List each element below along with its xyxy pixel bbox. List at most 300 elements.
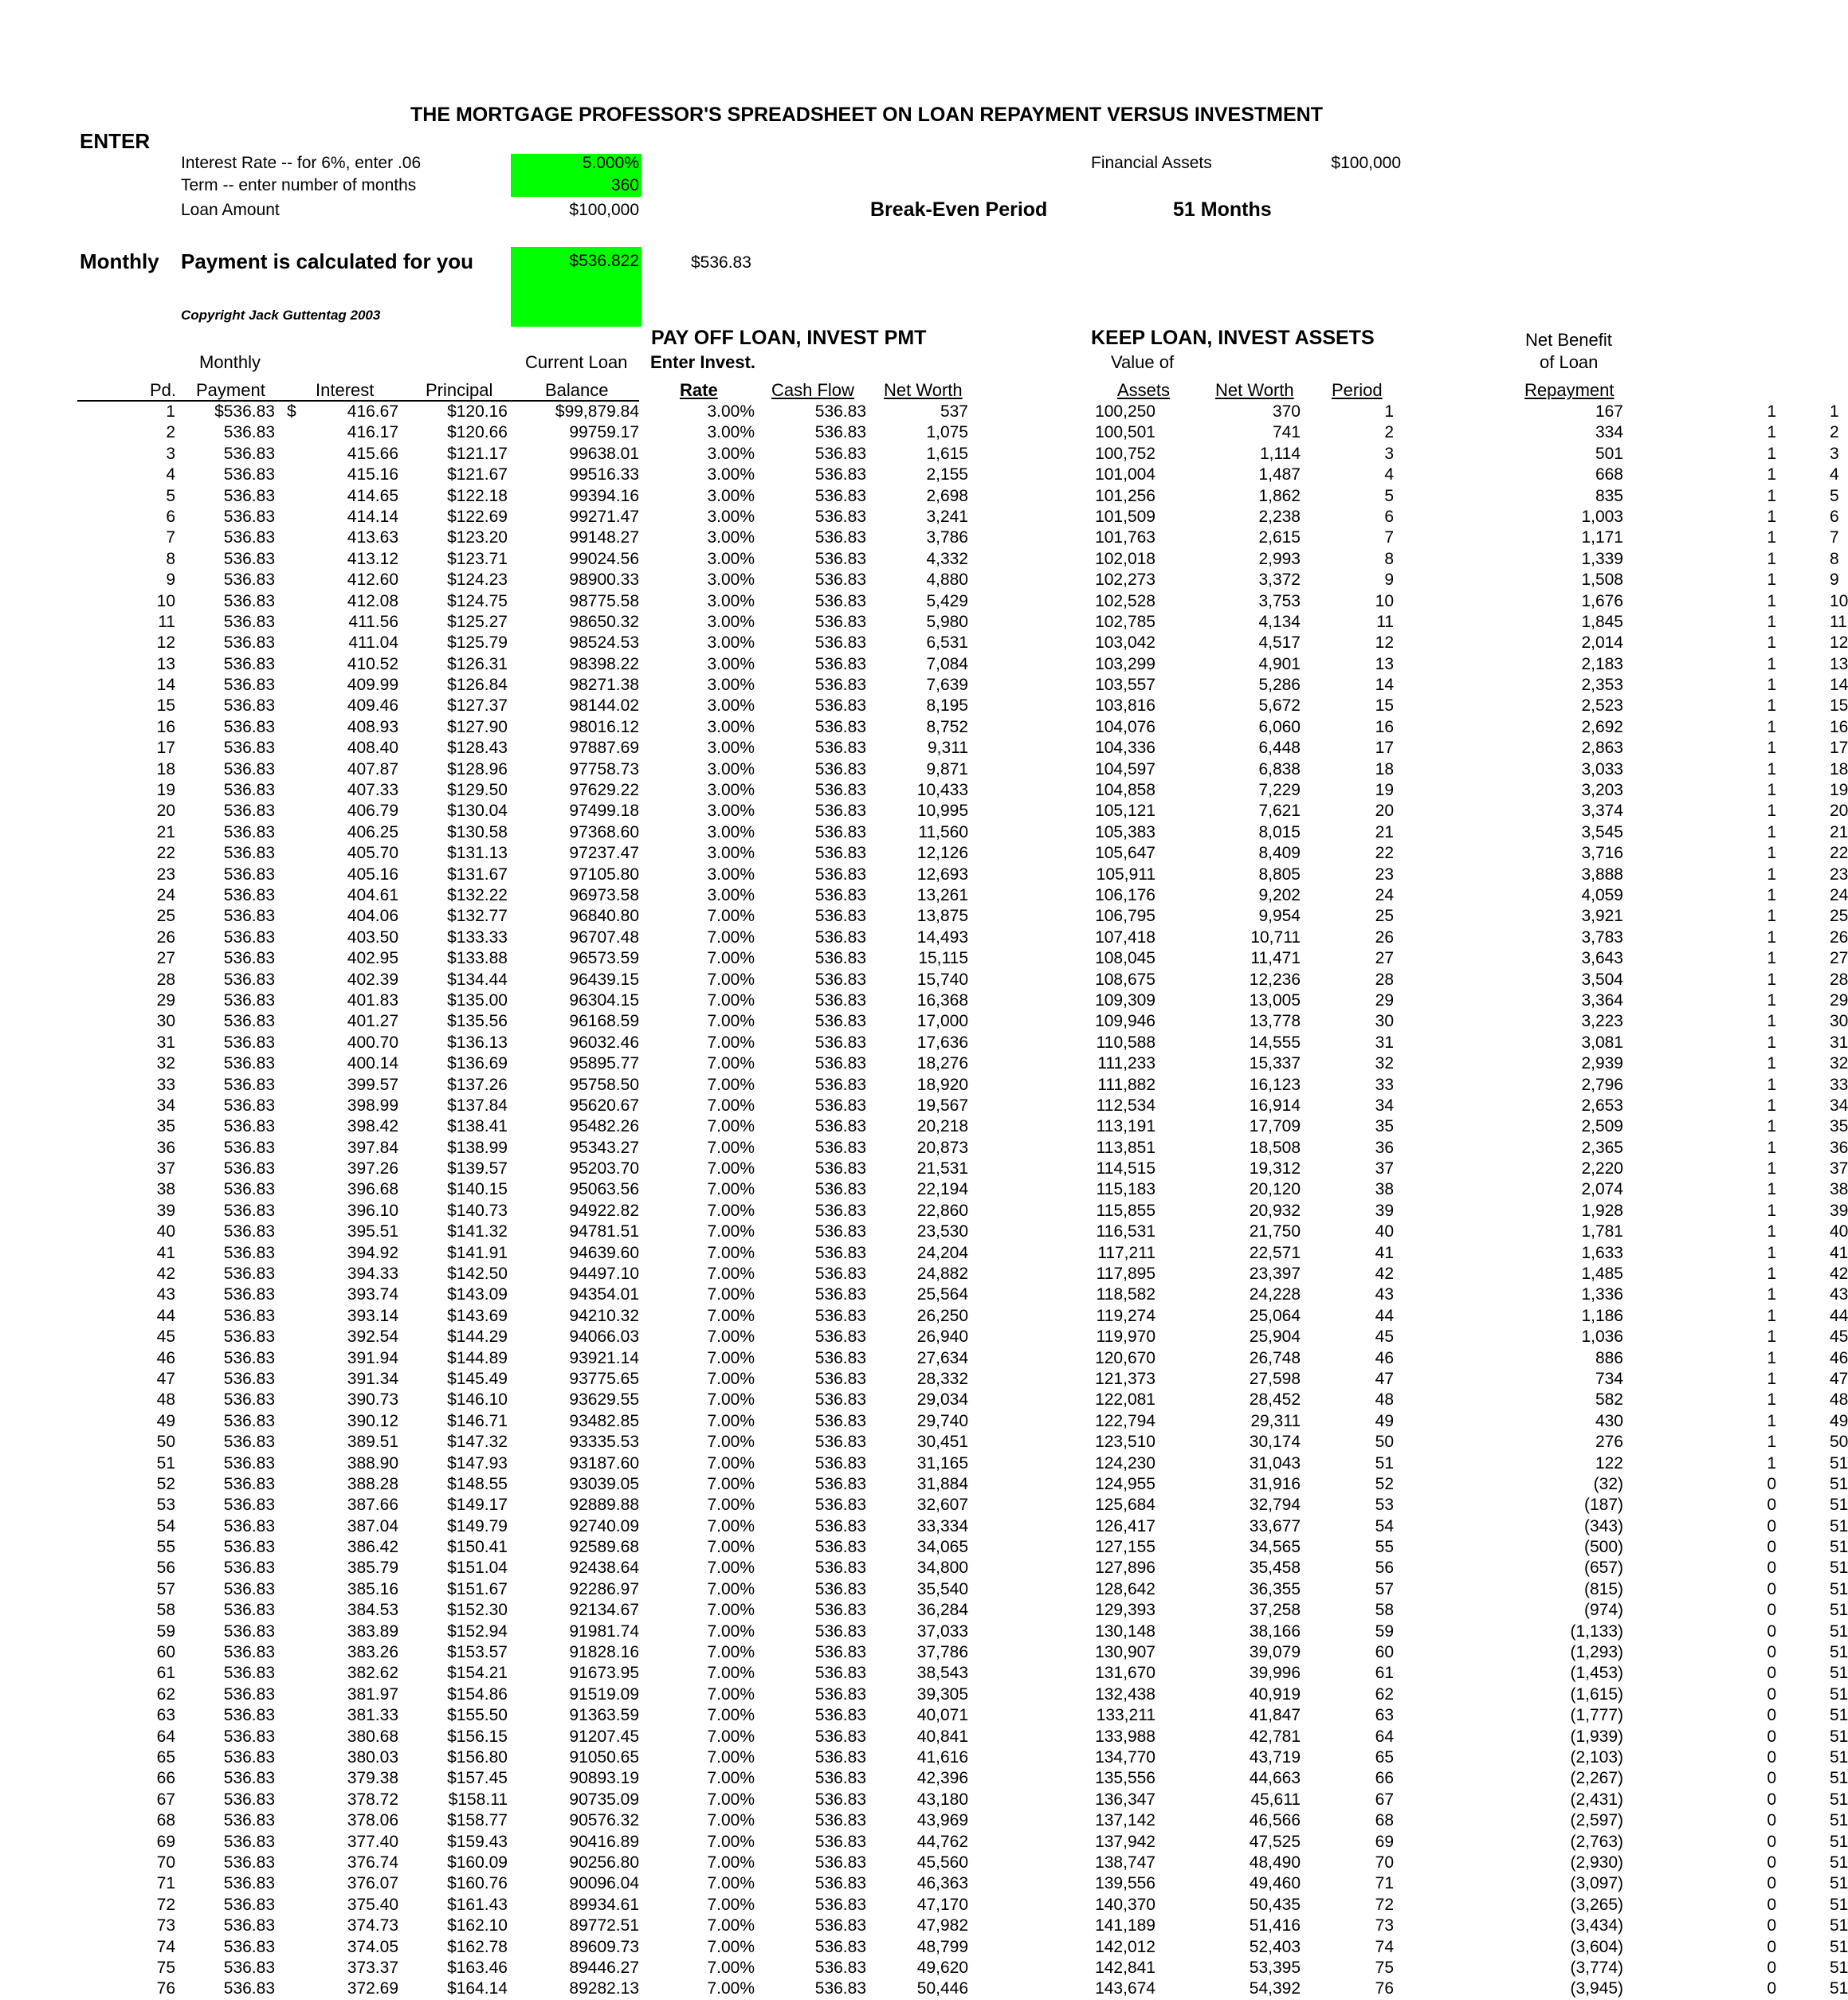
net-benefit-cell: 2,653 — [1581, 1096, 1623, 1115]
period2-cell: 55 — [1375, 1538, 1394, 1557]
breakeven-cell: 2 — [1830, 423, 1839, 442]
breakeven-cell: 36 — [1830, 1138, 1848, 1157]
net-benefit-cell: 1,036 — [1581, 1327, 1623, 1347]
enter-invest-header: Enter Invest. — [650, 352, 756, 372]
cash-flow-cell: 536.83 — [814, 1474, 866, 1493]
balance-cell: 99148.27 — [569, 528, 639, 547]
assets-cell: 130,907 — [1095, 1643, 1155, 1662]
table-row — [0, 1348, 1848, 1369]
net-worth-cell: 8,195 — [926, 696, 968, 716]
interest-cell: 377.40 — [347, 1832, 398, 1851]
net-worth2-cell: 9,954 — [1258, 907, 1301, 926]
interest-cell: 400.70 — [347, 1033, 398, 1052]
net-worth2-cell: 32,794 — [1249, 1496, 1301, 1515]
assets-cell: 124,230 — [1095, 1453, 1155, 1473]
payment-cell: 536.83 — [223, 676, 275, 695]
interest-cell: 396.68 — [347, 1180, 398, 1199]
net-worth2-cell: 3,753 — [1258, 591, 1301, 610]
assets-cell: 117,895 — [1096, 1265, 1155, 1284]
balance-cell: 90256.80 — [569, 1853, 639, 1872]
flag-cell: 1 — [1767, 949, 1776, 968]
net-benefit-cell: 167 — [1595, 402, 1623, 421]
interest-cell: 403.50 — [347, 927, 398, 947]
principal-cell: $132.22 — [447, 885, 508, 904]
assets-cell: 107,418 — [1095, 927, 1155, 947]
flag-cell: 0 — [1767, 1664, 1776, 1683]
net-worth2-cell: 25,064 — [1249, 1306, 1301, 1325]
net-worth-cell: 7,639 — [926, 676, 968, 695]
net-worth2-cell: 4,901 — [1258, 654, 1301, 673]
balance-cell: 93187.60 — [569, 1453, 639, 1473]
flag-cell: 1 — [1767, 759, 1776, 778]
cash-flow-cell: 536.83 — [814, 612, 866, 631]
net-worth-cell: 20,873 — [916, 1138, 968, 1157]
principal-cell: $123.20 — [447, 528, 508, 547]
breakeven-cell: 51 — [1830, 1748, 1848, 1767]
rate-cell: 7.00% — [707, 949, 755, 968]
balance-cell: 92134.67 — [569, 1601, 639, 1620]
net-worth2-cell: 11,471 — [1250, 949, 1301, 968]
net-worth-cell: 36,284 — [916, 1601, 968, 1620]
rate-cell: 3.00% — [707, 781, 755, 800]
breakeven-cell: 35 — [1830, 1117, 1848, 1136]
net-worth-cell: 43,969 — [916, 1811, 968, 1830]
interest-cell: 393.74 — [347, 1285, 398, 1304]
flag-cell: 0 — [1767, 1979, 1776, 1998]
period-cell: 52 — [156, 1474, 175, 1493]
assets-cell: 100,501 — [1095, 423, 1155, 442]
interest-cell: 382.62 — [347, 1664, 398, 1683]
period2-cell: 14 — [1375, 676, 1394, 695]
balance-cell: 95895.77 — [569, 1054, 639, 1073]
breakeven-cell: 34 — [1830, 1096, 1848, 1115]
principal-cell: $141.91 — [447, 1243, 508, 1262]
net-worth-cell: 9,871 — [926, 759, 968, 778]
amortization-table — [0, 402, 1848, 2000]
payment-cell: 536.83 — [223, 654, 275, 673]
net-worth2-cell: 6,838 — [1258, 759, 1301, 778]
net-worth2-cell: 35,458 — [1249, 1559, 1301, 1578]
rate-cell: 3.00% — [707, 802, 755, 821]
principal-cell: $133.88 — [447, 949, 508, 968]
net-benefit-cell: 1,171 — [1581, 528, 1623, 547]
payment-cell: 536.83 — [223, 1390, 275, 1410]
principal-cell: $164.14 — [447, 1979, 508, 1998]
flag-cell: 1 — [1767, 865, 1776, 884]
period2-cell: 33 — [1375, 1075, 1394, 1094]
period2-cell: 3 — [1384, 444, 1394, 463]
period-cell: 4 — [166, 465, 175, 484]
net-benefit-cell: 501 — [1595, 444, 1623, 463]
table-row — [0, 970, 1848, 990]
period2-cell: 7 — [1384, 528, 1394, 547]
net-worth2-cell: 48,490 — [1249, 1853, 1301, 1872]
table-row — [0, 738, 1848, 759]
table-row — [0, 1053, 1848, 1074]
flag-cell: 1 — [1767, 1138, 1776, 1157]
balance-cell: 99271.47 — [569, 507, 639, 526]
loan-amount-input[interactable]: $100,000 — [569, 201, 639, 219]
payment-cell: 536.83 — [223, 1496, 275, 1515]
net-worth-cell: 34,065 — [916, 1538, 968, 1557]
net-worth-cell: 10,995 — [916, 802, 968, 821]
rate-cell: 7.00% — [707, 990, 755, 1010]
principal-cell: $158.77 — [447, 1811, 508, 1830]
flag-cell: 1 — [1767, 1327, 1776, 1347]
period2-cell: 45 — [1375, 1327, 1394, 1347]
period-cell: 21 — [156, 822, 175, 841]
net-worth2-cell: 52,403 — [1249, 1937, 1301, 1956]
rate-cell: 7.00% — [707, 1285, 755, 1304]
net-worth2-cell: 2,238 — [1258, 507, 1301, 526]
balance-cell: 98775.58 — [569, 591, 639, 610]
rate-cell: 7.00% — [707, 1222, 755, 1241]
net-benefit-cell: 3,374 — [1581, 802, 1623, 821]
interest-cell: 388.28 — [347, 1474, 398, 1493]
period-cell: 54 — [156, 1516, 175, 1535]
net-benefit-cell: 1,336 — [1581, 1285, 1623, 1304]
period-cell: 44 — [156, 1306, 175, 1325]
table-row — [0, 1432, 1848, 1453]
net-worth-cell: 22,860 — [916, 1201, 968, 1220]
net-benefit-cell: 3,716 — [1581, 844, 1623, 863]
net-benefit-cell: 3,223 — [1581, 1012, 1623, 1031]
principal-cell: $120.66 — [447, 423, 508, 442]
balance-cell: 94354.01 — [569, 1285, 639, 1304]
breakeven-cell: 49 — [1830, 1411, 1848, 1430]
period2-cell: 23 — [1375, 865, 1394, 884]
net-worth2-cell: 18,508 — [1249, 1138, 1301, 1157]
breakeven-cell: 37 — [1830, 1159, 1848, 1178]
period2-cell: 67 — [1375, 1790, 1394, 1809]
net-worth2-cell: 29,311 — [1250, 1411, 1301, 1430]
net-worth2-cell: 1,114 — [1260, 444, 1301, 463]
balance-cell: 94639.60 — [569, 1243, 639, 1262]
table-row — [0, 885, 1848, 906]
rate-cell: 7.00% — [707, 1664, 755, 1683]
breakeven-cell: 42 — [1830, 1265, 1848, 1284]
cash-flow-cell: 536.83 — [814, 1265, 866, 1284]
flag-cell: 1 — [1767, 507, 1776, 526]
assets-cell: 137,142 — [1095, 1811, 1155, 1830]
interest-cell: 415.16 — [347, 465, 398, 484]
period2-cell: 51 — [1375, 1453, 1394, 1473]
table-row — [0, 1222, 1848, 1242]
period-cell: 57 — [156, 1579, 175, 1598]
period-cell: 28 — [156, 970, 175, 989]
balance-cell: 98524.53 — [569, 633, 639, 653]
payment-header: Payment — [196, 380, 265, 400]
cash-flow-cell: 536.83 — [814, 1664, 866, 1683]
breakeven-cell: 20 — [1830, 802, 1848, 821]
assets-cell: 110,588 — [1096, 1033, 1155, 1052]
net-worth-cell: 14,493 — [916, 927, 968, 947]
assets-cell: 125,684 — [1095, 1496, 1155, 1515]
period2-cell: 29 — [1375, 990, 1394, 1010]
assets-cell: 104,336 — [1095, 739, 1155, 758]
interest-cell: 381.33 — [347, 1706, 398, 1725]
breakeven-cell: 9 — [1830, 571, 1839, 590]
net-benefit-cell: 1,508 — [1581, 571, 1623, 590]
principal-cell: $162.10 — [447, 1916, 508, 1935]
net-worth-cell: 41,616 — [916, 1748, 968, 1767]
assets-cell: 119,274 — [1096, 1306, 1155, 1325]
flag-cell: 0 — [1767, 1579, 1776, 1598]
flag-cell: 1 — [1767, 1159, 1776, 1178]
net-benefit-cell: 734 — [1595, 1369, 1623, 1388]
table-row — [0, 1411, 1848, 1432]
flag-cell: 1 — [1767, 907, 1776, 926]
table-row — [0, 402, 1842, 422]
interest-rate-input[interactable]: 5.000% — [582, 154, 639, 172]
cash-flow-cell: 536.83 — [814, 402, 866, 421]
interest-cell: 388.90 — [347, 1453, 398, 1473]
net-worth-cell: 15,740 — [916, 970, 968, 989]
term-input[interactable]: 360 — [610, 176, 639, 194]
cash-flow-cell: 536.83 — [814, 1559, 866, 1578]
payment-cell: 536.83 — [223, 1201, 275, 1220]
financial-assets-label: Financial Assets — [1091, 154, 1212, 172]
table-row — [0, 717, 1848, 738]
net-worth2-cell: 25,904 — [1249, 1327, 1301, 1347]
assets-cell: 119,970 — [1096, 1327, 1155, 1347]
assets-cell: 104,858 — [1095, 781, 1155, 800]
period-cell: 10 — [156, 591, 175, 610]
principal-cell: $152.94 — [447, 1622, 508, 1641]
payment-cell: 536.83 — [223, 907, 275, 926]
payment-cell: 536.83 — [223, 1369, 275, 1388]
net-worth2-cell: 14,555 — [1249, 1033, 1301, 1052]
table-row — [0, 801, 1848, 822]
cash-flow-cell: 536.83 — [814, 1411, 866, 1430]
interest-cell: 386.42 — [347, 1538, 398, 1557]
net-benefit-cell: 2,220 — [1581, 1159, 1623, 1178]
monthly-label: Monthly — [80, 249, 159, 273]
financial-assets-value[interactable]: $100,000 — [1331, 154, 1401, 172]
flag-cell: 1 — [1767, 822, 1776, 841]
net-worth-cell: 27,634 — [916, 1348, 968, 1367]
net-benefit-cell: 334 — [1595, 423, 1623, 442]
payment-cell: 536.83 — [223, 486, 275, 505]
period-cell: 68 — [156, 1811, 175, 1830]
net-worth-cell: 2,155 — [926, 465, 968, 484]
assets-cell: 133,988 — [1095, 1727, 1155, 1746]
table-row — [0, 1937, 1848, 1958]
net-worth-cell: 23,530 — [916, 1222, 968, 1241]
table-row — [0, 591, 1848, 612]
period2-cell: 69 — [1375, 1832, 1394, 1851]
principal-cell: $144.29 — [447, 1327, 508, 1347]
period-cell: 65 — [156, 1748, 175, 1767]
breakeven-cell: 16 — [1830, 717, 1848, 736]
period-cell: 18 — [156, 759, 175, 778]
period-cell: 9 — [166, 571, 175, 590]
flag-cell: 0 — [1767, 1748, 1776, 1767]
period2-cell: 31 — [1375, 1033, 1394, 1052]
balance-cell: 92889.88 — [569, 1496, 639, 1515]
interest-cell: 394.33 — [347, 1265, 398, 1284]
balance-cell: 93921.14 — [569, 1348, 639, 1367]
net-worth-cell: 42,396 — [916, 1769, 968, 1788]
interest-cell: 385.16 — [347, 1579, 398, 1598]
cash-flow-cell: 536.83 — [814, 654, 866, 673]
cash-flow-cell: 536.83 — [814, 1075, 866, 1094]
breakeven-cell: 51 — [1830, 1790, 1848, 1809]
net-worth-cell: 10,433 — [916, 781, 968, 800]
period-cell: 1 — [166, 402, 175, 421]
interest-cell: 397.26 — [347, 1159, 398, 1178]
balance-cell: 89282.13 — [569, 1979, 639, 1998]
net-worth2-cell: 8,015 — [1258, 822, 1301, 841]
interest-cell: 414.14 — [347, 507, 398, 526]
rate-cell: 7.00% — [707, 1706, 755, 1725]
balance-cell: 98271.38 — [569, 676, 639, 695]
flag-cell: 1 — [1767, 1096, 1776, 1115]
principal-cell: $146.71 — [447, 1411, 508, 1430]
payment-cell: 536.83 — [223, 612, 275, 631]
rate-cell: 7.00% — [707, 927, 755, 947]
payment-cell: 536.83 — [223, 1559, 275, 1578]
balance-cell: 95620.67 — [569, 1096, 639, 1115]
principal-cell: $121.67 — [447, 465, 508, 484]
principal-cell: $122.18 — [447, 486, 508, 505]
payment-cell: 536.83 — [223, 571, 275, 590]
table-row — [0, 1264, 1848, 1284]
net-worth-cell: 35,540 — [916, 1579, 968, 1598]
net-worth-cell: 3,241 — [926, 507, 968, 526]
period2-cell: 74 — [1375, 1937, 1394, 1956]
period2-cell: 19 — [1375, 781, 1394, 800]
principal-cell: $143.69 — [447, 1306, 508, 1325]
assets-cell: 128,642 — [1095, 1579, 1155, 1598]
table-row — [0, 1096, 1848, 1116]
flag-cell: 1 — [1767, 802, 1776, 821]
period2-cell: 27 — [1375, 949, 1394, 968]
payment-cell: 536.83 — [223, 1832, 275, 1851]
rate-cell: 7.00% — [707, 1411, 755, 1430]
breakeven-cell: 28 — [1830, 970, 1848, 989]
table-row — [0, 1474, 1848, 1495]
payment-cell: 536.83 — [223, 1579, 275, 1598]
period2-cell: 70 — [1375, 1853, 1394, 1872]
cash-flow-cell: 536.83 — [814, 1622, 866, 1641]
principal-cell: $130.58 — [447, 822, 508, 841]
period2-cell: 39 — [1375, 1201, 1394, 1220]
period2-cell: 36 — [1375, 1138, 1394, 1157]
assets-cell: 127,896 — [1095, 1559, 1155, 1578]
net-benefit-cell: 2,014 — [1581, 633, 1623, 653]
interest-cell: 415.66 — [347, 444, 398, 463]
assets-cell: 121,373 — [1095, 1369, 1155, 1388]
net-worth-cell: 40,841 — [916, 1727, 968, 1746]
breakeven-cell: 51 — [1830, 1643, 1848, 1662]
net-benefit-cell: 3,033 — [1581, 759, 1623, 778]
breakeven-cell: 51 — [1830, 1474, 1848, 1493]
principal-cell: $149.17 — [447, 1496, 508, 1515]
cash-flow-cell: 536.83 — [814, 1054, 866, 1073]
rate-cell: 3.00% — [707, 402, 755, 421]
period-cell: 64 — [156, 1727, 175, 1746]
period-cell: 11 — [158, 612, 175, 631]
assets-cell: 122,081 — [1095, 1390, 1155, 1410]
rate-cell: 7.00% — [707, 1727, 755, 1746]
net-worth-cell: 3,786 — [926, 528, 968, 547]
principal-cell: $120.16 — [447, 402, 508, 421]
net-worth-cell: 20,218 — [916, 1117, 968, 1136]
cash-flow-cell: 536.83 — [814, 844, 866, 863]
breakeven-cell: 48 — [1830, 1390, 1848, 1410]
interest-cell: 413.12 — [347, 549, 398, 568]
assets-cell: 113,851 — [1096, 1138, 1155, 1157]
net-worth-cell: 1,615 — [926, 444, 968, 463]
breakeven-cell: 51 — [1830, 1916, 1848, 1935]
interest-cell: 394.92 — [347, 1243, 398, 1262]
interest-cell: 412.08 — [347, 591, 398, 610]
net-worth2-cell: 54,392 — [1249, 1979, 1301, 1998]
period-cell: 75 — [156, 1958, 175, 1977]
breakeven-cell: 51 — [1830, 1958, 1848, 1977]
net-worth-cell: 47,982 — [916, 1916, 968, 1935]
net-benefit-cell: (3,774) — [1570, 1958, 1623, 1977]
balance-cell: 94210.32 — [569, 1306, 639, 1325]
net-worth-cell: 44,762 — [916, 1832, 968, 1851]
payment-cell: 536.83 — [223, 759, 275, 778]
interest-cell: 398.99 — [347, 1096, 398, 1115]
period2-cell: 26 — [1375, 927, 1394, 947]
period2-cell: 65 — [1375, 1748, 1394, 1767]
net-worth-cell: 4,880 — [926, 571, 968, 590]
period2-cell: 38 — [1375, 1180, 1394, 1199]
period-cell: 14 — [156, 676, 175, 695]
net-benefit-cell: (343) — [1583, 1516, 1623, 1535]
table-row — [0, 1810, 1848, 1831]
balance-cell: 97368.60 — [569, 822, 639, 841]
interest-cell: 376.74 — [347, 1853, 398, 1872]
breakeven-cell: 51 — [1830, 1538, 1848, 1557]
payment-cell: 536.83 — [223, 1937, 275, 1956]
net-benefit-cell: 2,353 — [1581, 676, 1623, 695]
flag-cell: 0 — [1767, 1684, 1776, 1704]
balance-cell: 93039.05 — [569, 1474, 639, 1493]
net-benefit-cell: 2,509 — [1581, 1117, 1623, 1136]
period-cell: 45 — [156, 1327, 175, 1347]
table-row — [0, 990, 1848, 1011]
table-row — [0, 822, 1848, 843]
rate-cell: 7.00% — [707, 1180, 755, 1199]
net-worth2-cell: 17,709 — [1249, 1117, 1301, 1136]
payment-cell: 536.83 — [223, 507, 275, 526]
payment-cell: 536.83 — [223, 802, 275, 821]
repayment-header: Repayment — [1524, 380, 1615, 400]
period2-cell: 9 — [1384, 571, 1394, 590]
principal-cell: $161.43 — [447, 1895, 508, 1914]
rate-cell: 7.00% — [707, 1496, 755, 1515]
interest-cell: 379.38 — [347, 1769, 398, 1788]
balance-cell: 91828.16 — [569, 1643, 639, 1662]
cash-flow-cell: 536.83 — [814, 1117, 866, 1136]
assets-cell: 115,855 — [1096, 1201, 1155, 1220]
assets-cell: 136,347 — [1095, 1790, 1155, 1809]
principal-cell: $127.37 — [447, 696, 508, 716]
cash-flow-cell: 536.83 — [814, 1538, 866, 1557]
balance-cell: 98650.32 — [569, 612, 639, 631]
table-row — [0, 927, 1848, 948]
rate-cell: 7.00% — [707, 1201, 755, 1220]
net-benefit-cell: 2,523 — [1581, 696, 1623, 716]
interest-cell: 395.51 — [347, 1222, 398, 1241]
payment-cell: 536.83 — [223, 781, 275, 800]
payment-cell: 536.83 — [223, 1979, 275, 1998]
